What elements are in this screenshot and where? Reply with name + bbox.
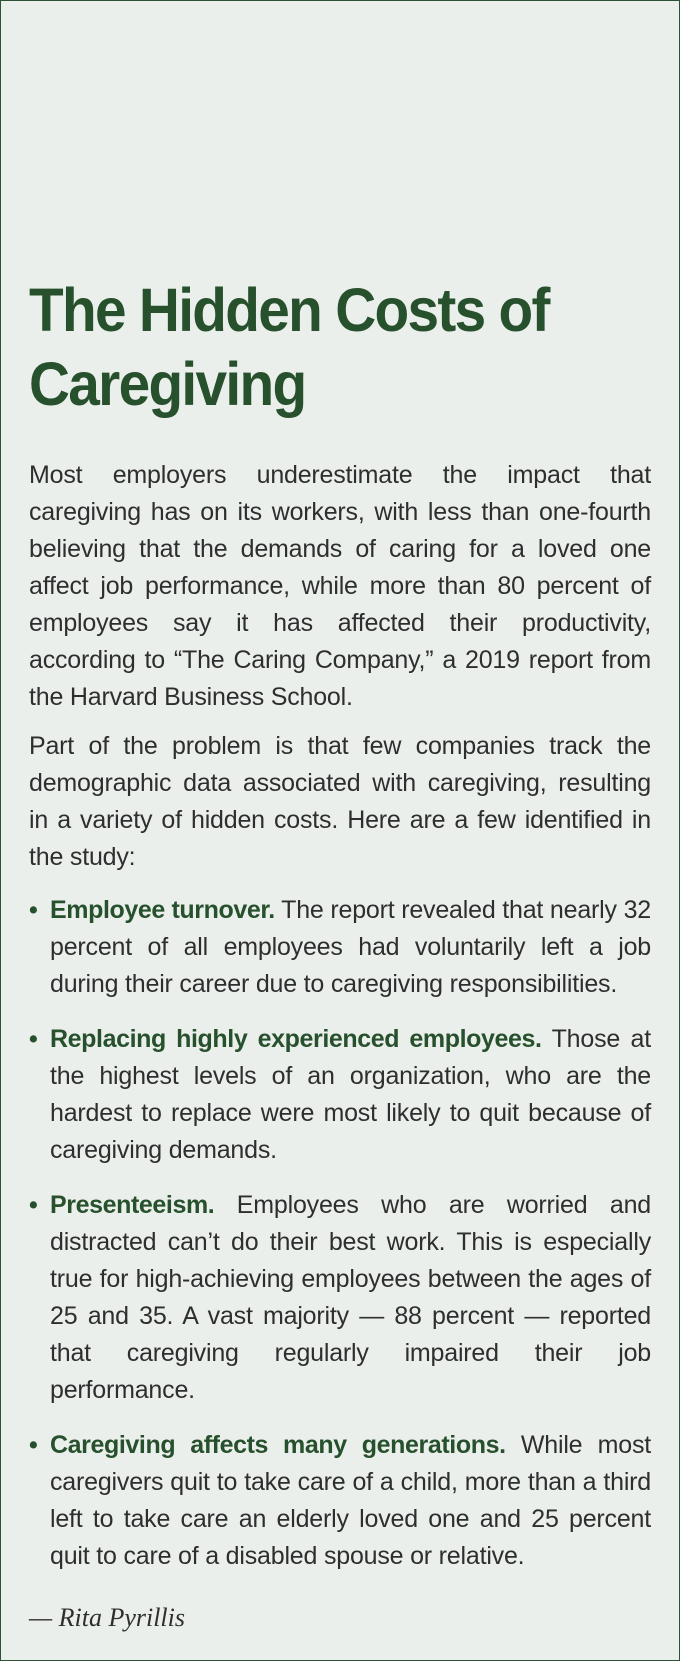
author-byline: — Rita Pyrillis bbox=[29, 1603, 185, 1632]
bullet-text: The report revealed that nearly 32 percent of all employees had voluntarily left a job during their career due to caregiving responsibilities. bbox=[50, 896, 651, 998]
article-title: The Hidden Costs of Caregiving bbox=[29, 276, 549, 418]
list-item bbox=[29, 892, 651, 1003]
bullet-heading: Employee turnover. bbox=[50, 896, 275, 924]
bullet-icon: • bbox=[29, 896, 38, 924]
list-item bbox=[29, 1427, 651, 1575]
bullet-icon: • bbox=[29, 1191, 38, 1219]
problem-paragraph: Part of the problem is that few companies track the demographic data associated with caregiving, resulting in a variety of hidden costs. Here are a few identified in the study: bbox=[29, 732, 651, 871]
bullet-heading: Presenteeism. bbox=[50, 1191, 215, 1219]
intro-paragraph: Most employers underestimate the impact that caregiving has on its workers, with less than one-fourth believing that the demands of caring for a loved one affect job performance, while more than 80 percent of employees say it has affected their productivity, according to “The Caring Company,” a 2019 report from the Harvard Business School. bbox=[29, 461, 651, 711]
bullet-icon: • bbox=[29, 1431, 38, 1459]
hidden-costs-list bbox=[29, 892, 651, 1575]
bullet-text: Those at the highest levels of an organization, who are the hardest to replace were most likely to quit because of caregiving demands. bbox=[50, 1025, 651, 1164]
bullet-heading: Caregiving affects many generations. bbox=[50, 1431, 506, 1459]
bullet-text: Employees who are worried and distracted can’t do their best work. This is especially true for high-achieving employees between the ages of 25 and 35. A vast majority — 88 percent — reported that caregiving regularly impaired their job performance. bbox=[50, 1191, 651, 1404]
bullet-heading: Replacing highly experienced employees. bbox=[50, 1025, 542, 1053]
bullet-text: While most caregivers quit to take care of a child, more than a third left to take care an elderly loved one and 25 percent quit to care of a disabled spouse or relative. bbox=[50, 1431, 651, 1570]
bullet-icon: • bbox=[29, 1025, 38, 1053]
list-item bbox=[29, 1021, 651, 1169]
list-item bbox=[29, 1187, 651, 1409]
